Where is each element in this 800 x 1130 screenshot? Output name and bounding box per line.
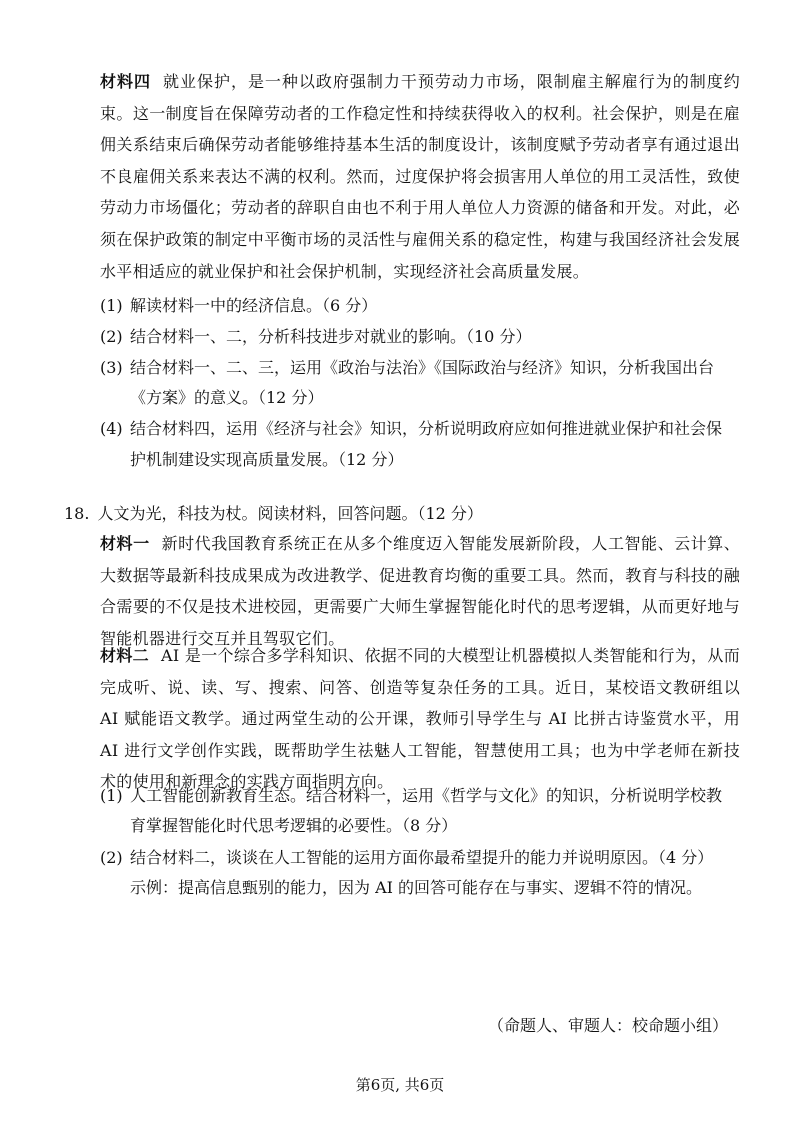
q17-4: (4) 结合材料四，运用《经济与社会》知识，分析说明政府应如何推进就业保护和社会保	[100, 419, 723, 438]
q18-material2: 材料二 AI 是一个综合多学科知识、依据不同的大模型让机器模拟人类智能和行为，从而完成听、说、读、写、搜索、问答、创造等复杂任务的工具。近日，某校语文教研组以 AI 赋能语文教学。通过两堂生动的公开课，教师引导学生与 AI 比拼古诗鉴赏水平，用 AI 进行文学创作实践，既帮助学生祛魅人工智能，智慧使用工具；也为中学老师在新技术的使用和新理念的实践方面指明方向。	[100, 646, 740, 792]
q17-3: (3) 结合材料一、二、三，运用《政治与法治》《国际政治与经济》知识，分析我国出台	[100, 358, 715, 377]
q18-material1: 材料一 新时代我国教育系统正在从多个维度迈入智能发展新阶段，人工智能、云计算、大数据等最新科技成果成为改进教学、促进教育均衡的重要工具。然而，教育与科技的融合需要的不仅是技术进校园，更需要广大师生掌握智能化时代的思考逻辑，从而更好地与智能机器进行交互并且驾驭它们。	[100, 534, 740, 648]
q18-1-cont: 育掌握智能化时代思考逻辑的必要性。（8 分）	[130, 816, 458, 835]
q17-4-cont: 护机制建设实现高质量发展。（12 分）	[130, 450, 404, 469]
q18-1: (1) 人工智能创新教育生态。结合材料一，运用《哲学与文化》的知识，分析说明学校教	[100, 786, 723, 805]
q17-2: (2) 结合材料一、二，分析科技进步对就业的影响。（10 分）	[100, 327, 532, 346]
q18-2: (2) 结合材料二，谈谈在人工智能的运用方面你最希望提升的能力并说明原因。（4 分）	[100, 848, 714, 867]
q18-material1-label: 材料一	[100, 534, 150, 553]
material4-paragraph	[100, 66, 740, 287]
q17-3-cont: 《方案》的意义。（12 分）	[130, 388, 324, 407]
material4-text: 就业保护，是一种以政府强制力干预劳动力市场，限制雇主解雇行为的制度约束。这一制度旨在保障劳动者的工作稳定性和持续获得收入的权利。社会保护，则是在雇佣关系结束后确保劳动者能够维持基本生活的制度设计，该制度赋予劳动者享有通过退出不良雇佣关系来表达不满的权利。然而，过度保护将会损害用人单位的用工灵活性，致使劳动力市场僵化；劳动者的辞职自由也不利于用人单位人力资源的储备和开发。对此，必须在保护政策的制定中平衡市场的灵活性与雇佣关系的稳定性，构建与我国经济社会发展水平相适应的就业保护和社会保护机制，实现经济社会高质量发展。	[100, 72, 741, 281]
q18-material2-label: 材料二	[100, 646, 149, 665]
material4-label: 材料四	[100, 72, 151, 91]
page-number: 第6页, 共6页	[355, 1076, 445, 1094]
q17-1: (1) 解读材料一中的经济信息。（6 分）	[100, 296, 378, 315]
author-credit: （命题人、审题人：校命题小组）	[487, 1016, 728, 1035]
q18-2-example: 示例：提高信息甄别的能力，因为 AI 的回答可能存在与事实、逻辑不符的情况。	[130, 878, 703, 897]
q18-heading: 18. 人文为光，科技为杖。阅读材料，回答问题。（12 分）	[64, 504, 483, 523]
